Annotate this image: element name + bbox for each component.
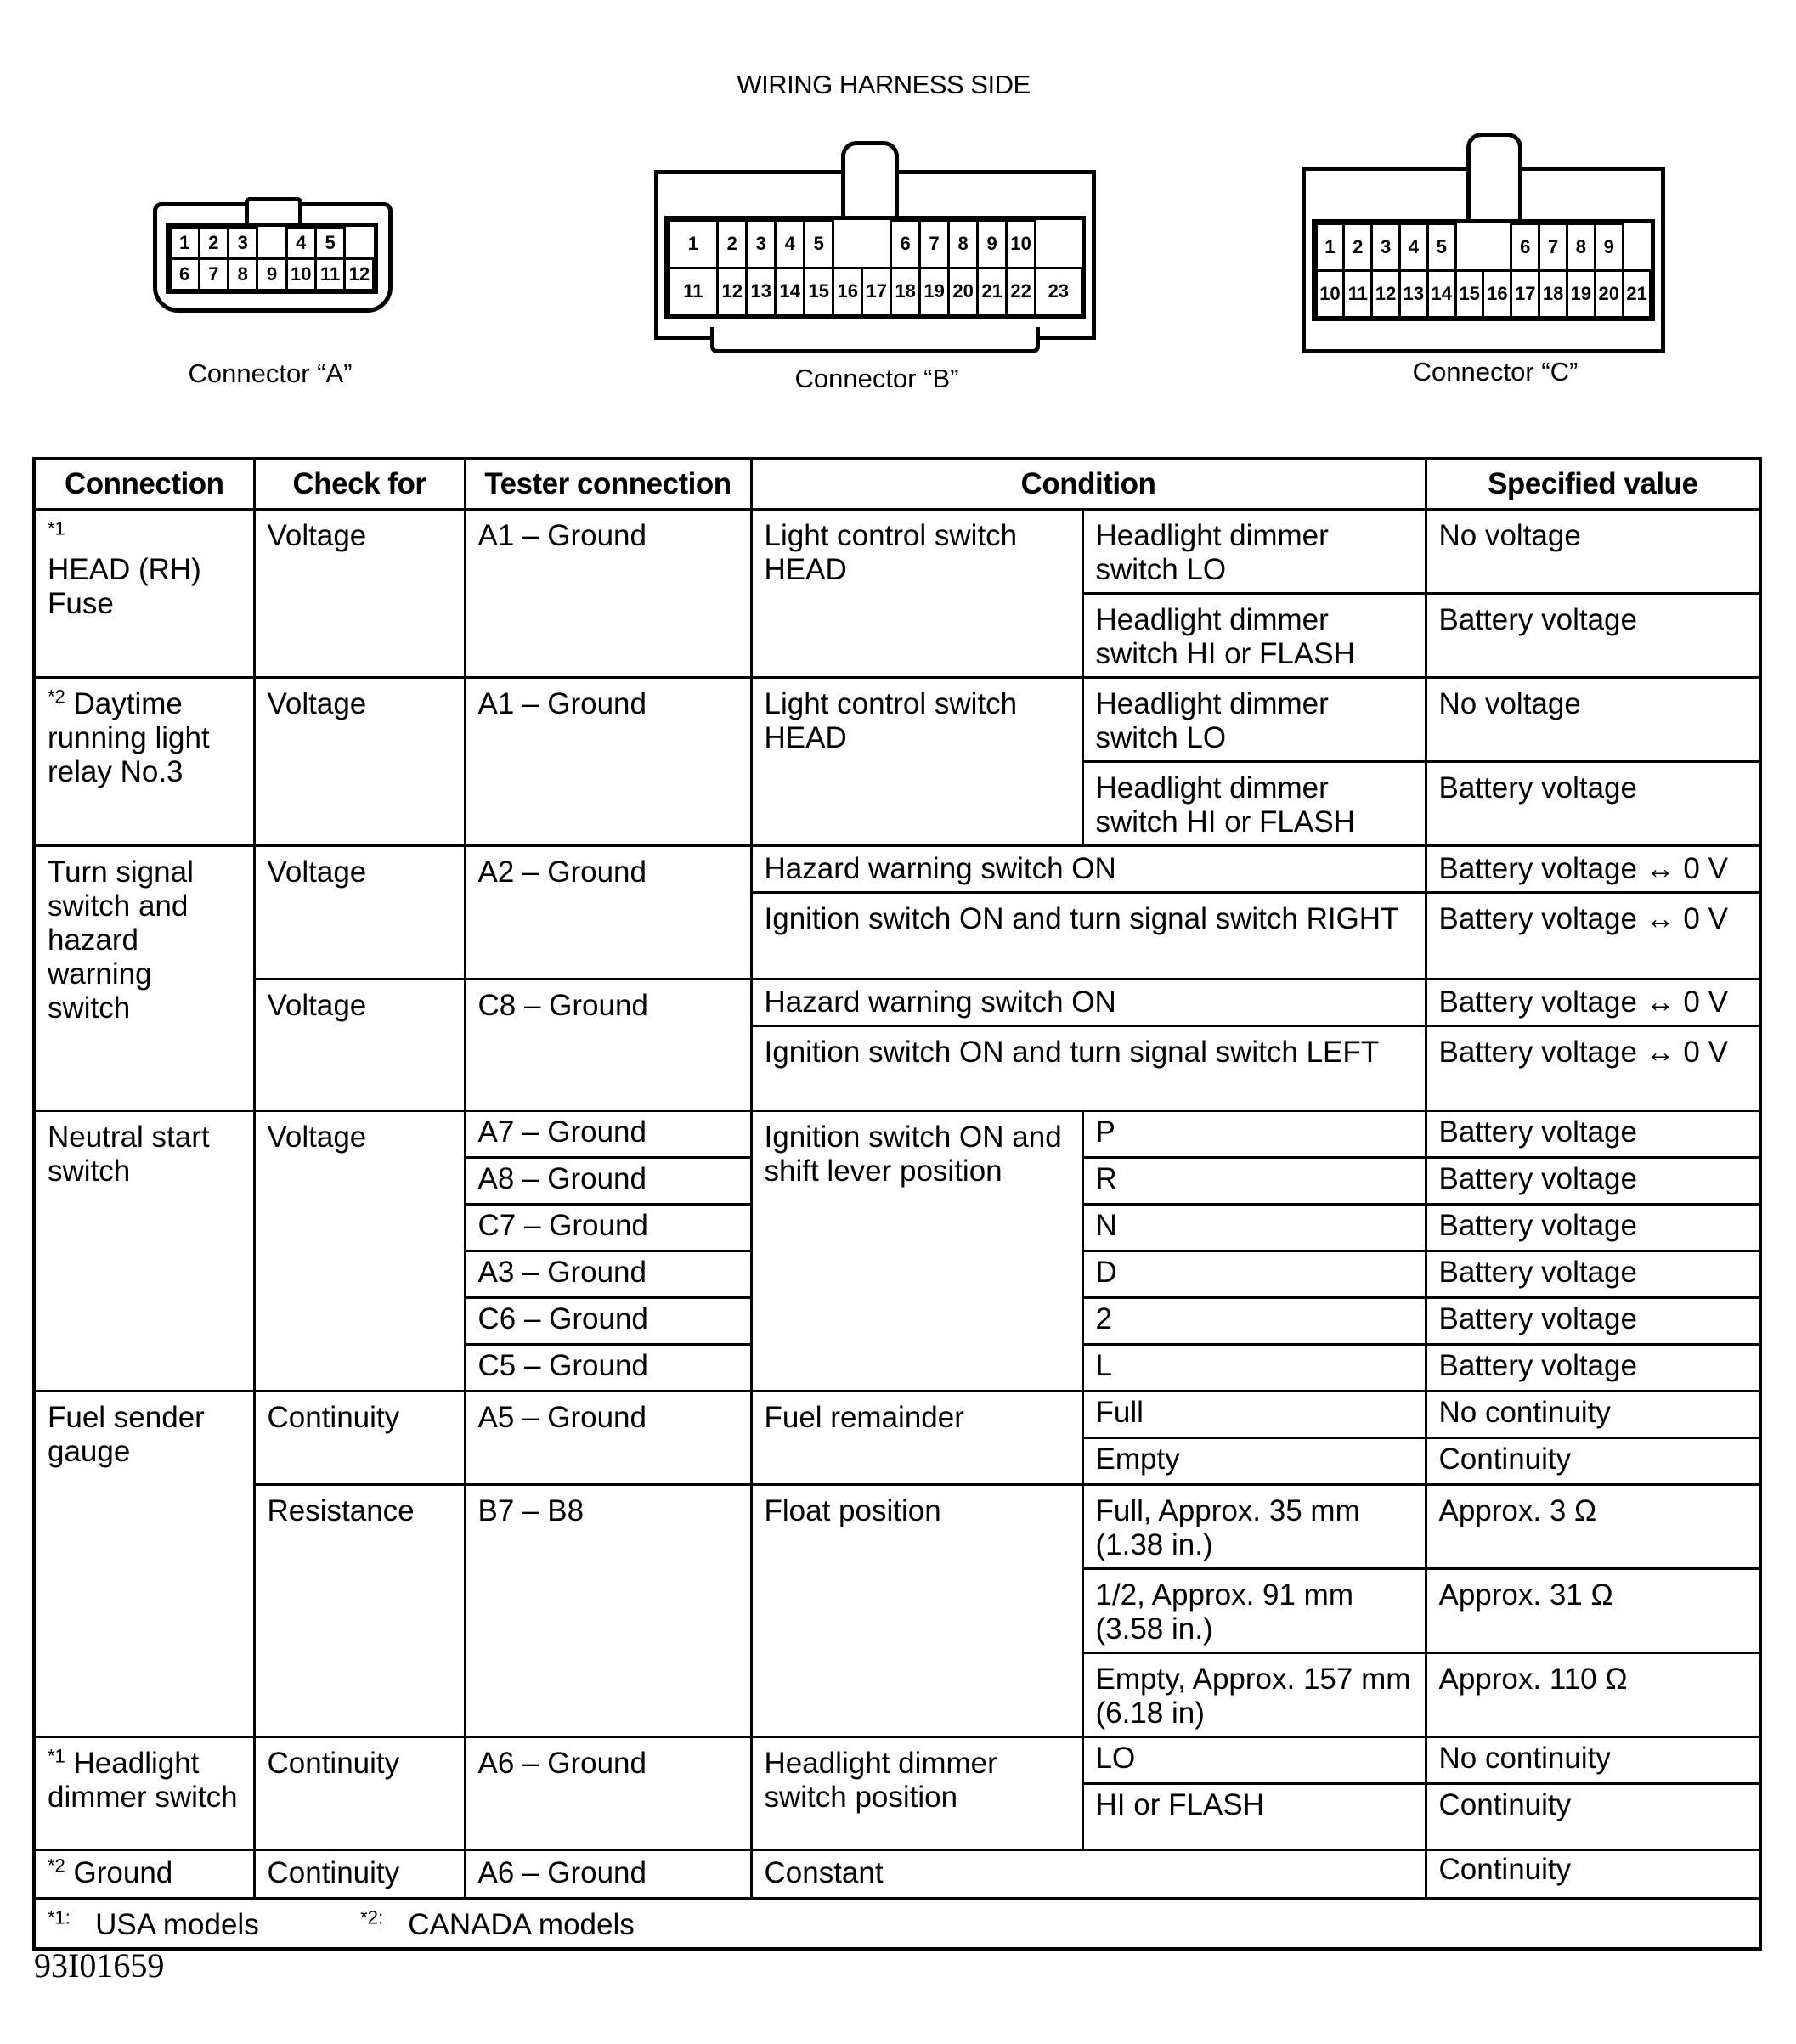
tester-cell: A5 – Ground: [465, 1392, 751, 1485]
subcondition-cell: Full: [1082, 1392, 1426, 1438]
connector-pin: 5: [314, 226, 346, 260]
connector-b-label: Connector “B”: [794, 364, 959, 393]
tester-cell: C6 – Ground: [465, 1298, 751, 1345]
connection-cell: $^{*2}$ Ground: [34, 1850, 254, 1899]
connector-pin: [1034, 219, 1082, 269]
connector-pin: [1622, 223, 1652, 272]
shift-position-cell: R: [1082, 1158, 1426, 1205]
connector-c-label: Connector “C”: [1412, 357, 1579, 387]
connector-pin: 22: [1005, 267, 1036, 317]
table-row: [34, 980, 1760, 1026]
condition-cell: Light control switch HEAD: [751, 678, 1082, 846]
connector-pin: 18: [1538, 269, 1568, 319]
check-cell: Voltage: [254, 510, 465, 678]
subcondition-cell: HI or FLASH: [1082, 1784, 1426, 1850]
footnote-1-text: USA models: [95, 1908, 259, 1941]
tester-cell: A1 – Ground: [465, 510, 751, 678]
value-cell: Battery voltage: [1426, 1158, 1760, 1205]
connector-pin: [1482, 223, 1512, 272]
check-cell: Continuity: [254, 1737, 465, 1850]
table-row: [34, 1485, 1760, 1569]
connector-pin: 11: [314, 257, 346, 291]
connector-pin: 1: [668, 219, 720, 269]
connector-pin: 23: [1034, 267, 1082, 317]
value-cell: No voltage: [1426, 510, 1760, 594]
tester-cell: A1 – Ground: [465, 678, 751, 846]
col-check-for: Check for: [254, 459, 465, 510]
subcondition-cell: Headlight dimmer switch LO: [1082, 510, 1426, 594]
tester-cell: C8 – Ground: [465, 980, 751, 1111]
connector-pin: 17: [1510, 269, 1540, 319]
subcondition-cell: Full, Approx. 35 mm (1.38 in.): [1082, 1485, 1426, 1569]
shift-position-cell: 2: [1082, 1298, 1426, 1345]
connector-pin: 11: [668, 267, 720, 317]
connector-pin: 7: [1538, 223, 1568, 272]
col-connection: Connection: [34, 459, 254, 510]
tester-cell: C5 – Ground: [465, 1345, 751, 1392]
value-cell: Battery voltage: [1426, 1251, 1760, 1298]
connector-c-pins: [1312, 219, 1655, 321]
connector-pin: 9: [976, 219, 1008, 269]
connector-pin: 17: [861, 267, 892, 317]
connector-a-label: Connector “A”: [188, 359, 353, 388]
connector-pin: 16: [832, 267, 863, 317]
connector-pin: 21: [976, 267, 1008, 317]
value-cell: Approx. 3 Ω: [1426, 1485, 1760, 1569]
connector-pin: 19: [918, 267, 950, 317]
connector-pin: 11: [1342, 269, 1373, 319]
connector-pin: 4: [285, 226, 317, 260]
subcondition-cell: Headlight dimmer switch HI or FLASH: [1082, 762, 1426, 846]
connector-pin: 9: [256, 257, 287, 291]
condition-cell: Constant: [751, 1850, 1426, 1899]
subcondition-cell: Empty: [1082, 1438, 1426, 1485]
table-row: [34, 510, 1760, 594]
check-cell: Voltage: [254, 678, 465, 846]
connector-pin: 6: [1510, 223, 1540, 272]
connector-pin: 3: [1370, 223, 1401, 272]
value-cell: No voltage: [1426, 678, 1760, 762]
connection-cell: $^{*1}$ Headlight dimmer switch: [34, 1737, 254, 1850]
connection-cell: $^{*1}$ HEAD (RH) Fuse: [34, 510, 254, 678]
condition-cell: Float position: [751, 1485, 1082, 1737]
connector-a-pins: [166, 223, 378, 294]
table-row: [34, 678, 1760, 762]
value-cell: Battery voltage: [1426, 762, 1760, 846]
connector-pin: 8: [947, 219, 979, 269]
subcondition-cell: Empty, Approx. 157 mm (6.18 in): [1082, 1653, 1426, 1737]
connector-pin: 1: [1315, 223, 1346, 272]
connector-pin: 7: [918, 219, 950, 269]
condition-cell: Headlight dimmer switch position: [751, 1737, 1082, 1850]
connector-pin: 13: [1398, 269, 1429, 319]
connector-pin: 20: [1594, 269, 1624, 319]
tester-cell: A7 – Ground: [465, 1111, 751, 1158]
tester-cell: A2 – Ground: [465, 846, 751, 980]
connection-cell: Turn signal switch and hazard warning switch: [34, 846, 254, 1111]
condition-cell: Fuel remainder: [751, 1392, 1082, 1485]
value-cell: Continuity: [1426, 1850, 1760, 1899]
connector-pin: [1454, 223, 1485, 272]
connection-cell: $^{*2}$ Daytime running light relay No.3: [34, 678, 254, 846]
connector-pin: 16: [1482, 269, 1512, 319]
check-cell: Voltage: [254, 980, 465, 1111]
connector-pin: 4: [774, 219, 805, 269]
connector-pin: 14: [774, 267, 805, 317]
value-cell: Battery voltage: [1426, 594, 1760, 678]
connector-pin: 6: [169, 257, 200, 291]
connector-pin: 10: [1315, 269, 1346, 319]
inspection-table: [32, 457, 1762, 1951]
value-cell: Battery voltage: [1426, 1298, 1760, 1345]
value-cell: Battery voltage: [1426, 1345, 1760, 1392]
tester-cell: A8 – Ground: [465, 1158, 751, 1205]
value-cell: Battery voltage: [1426, 1111, 1760, 1158]
subcondition-cell: 1/2, Approx. 91 mm (3.58 in.): [1082, 1569, 1426, 1653]
subcondition-cell: Headlight dimmer switch LO: [1082, 678, 1426, 762]
connector-pin: 12: [343, 257, 375, 291]
value-cell: Battery voltage: [1426, 1205, 1760, 1251]
value-cell: Continuity: [1426, 1438, 1760, 1485]
connector-pin: 12: [1370, 269, 1401, 319]
connector-pin: 10: [285, 257, 317, 291]
connector-pin: 13: [745, 267, 777, 317]
connection-cell: Fuel sender gauge: [34, 1392, 254, 1737]
check-cell: Continuity: [254, 1850, 465, 1899]
connector-b-pins: [664, 216, 1086, 319]
table-row: [34, 1392, 1760, 1438]
connector-pin: 21: [1622, 269, 1652, 319]
connector-pin: 18: [890, 267, 921, 317]
condition-cell: Hazard warning switch ON: [751, 846, 1426, 893]
connector-pin: 8: [227, 257, 258, 291]
connector-pin: 9: [1594, 223, 1624, 272]
table-row: [34, 1850, 1760, 1899]
table-row: [34, 846, 1760, 893]
connector-pin: 3: [227, 226, 258, 260]
tester-cell: B7 – B8: [465, 1485, 751, 1737]
connector-pin: 19: [1566, 269, 1596, 319]
connector-pin: 14: [1426, 269, 1457, 319]
value-cell: Battery voltage ↔ 0 V: [1426, 893, 1760, 980]
subcondition-cell: Headlight dimmer switch HI or FLASH: [1082, 594, 1426, 678]
connector-pin: [861, 219, 892, 269]
connection-cell: Neutral start switch: [34, 1111, 254, 1392]
connector-pin: 10: [1005, 219, 1036, 269]
subcondition-cell: LO: [1082, 1737, 1426, 1784]
check-cell: Continuity: [254, 1392, 465, 1485]
tester-cell: A3 – Ground: [465, 1251, 751, 1298]
figure-code: 93I01659: [34, 1946, 165, 1985]
value-cell: Battery voltage ↔ 0 V: [1426, 1026, 1760, 1111]
shift-position-cell: D: [1082, 1251, 1426, 1298]
connector-pin: 2: [1342, 223, 1373, 272]
footnote-1-mark: *1:: [48, 1906, 71, 1928]
tester-cell: A6 – Ground: [465, 1850, 751, 1899]
connector-pin: 2: [716, 219, 748, 269]
condition-cell: Ignition switch ON and turn signal switch RIGHT: [751, 893, 1426, 980]
connector-pin: 8: [1566, 223, 1596, 272]
table-row: [34, 1737, 1760, 1784]
value-cell: No continuity: [1426, 1737, 1760, 1784]
shift-position-cell: L: [1082, 1345, 1426, 1392]
footnote-row: [34, 1899, 1760, 1950]
connector-pin: 2: [198, 226, 229, 260]
condition-cell: Light control switch HEAD: [751, 510, 1082, 678]
col-specified-value: Specified value: [1426, 459, 1760, 510]
value-cell: Approx. 110 Ω: [1426, 1653, 1760, 1737]
shift-position-cell: N: [1082, 1205, 1426, 1251]
check-cell: Voltage: [254, 846, 465, 980]
col-condition: Condition: [751, 459, 1426, 510]
footnote-2-mark: *2:: [360, 1906, 384, 1928]
shift-position-cell: P: [1082, 1111, 1426, 1158]
table-row: [34, 1111, 1760, 1158]
connector-pin: 15: [803, 267, 834, 317]
connector-pin: 12: [716, 267, 748, 317]
wiring-harness-title: WIRING HARNESS SIDE: [737, 70, 1031, 99]
condition-cell: Hazard warning switch ON: [751, 980, 1426, 1026]
connector-pin: 5: [803, 219, 834, 269]
check-cell: Voltage: [254, 1111, 465, 1392]
tester-cell: A6 – Ground: [465, 1737, 751, 1850]
connector-pin: 6: [890, 219, 921, 269]
footnote-2-text: CANADA models: [408, 1908, 635, 1941]
connector-pin: 5: [1426, 223, 1457, 272]
connector-pin: [832, 219, 863, 269]
connector-pin: 20: [947, 267, 979, 317]
condition-cell: Ignition switch ON and shift lever position: [751, 1111, 1082, 1392]
value-cell: Continuity: [1426, 1784, 1760, 1850]
connector-pin: [256, 226, 287, 260]
value-cell: Approx. 31 Ω: [1426, 1569, 1760, 1653]
connector-pin: 15: [1454, 269, 1485, 319]
connector-pin: [343, 226, 375, 260]
connector-pin: 4: [1398, 223, 1429, 272]
connector-pin: 3: [745, 219, 777, 269]
table-header-row: [34, 459, 1760, 510]
value-cell: Battery voltage ↔ 0 V: [1426, 846, 1760, 893]
value-cell: Battery voltage ↔ 0 V: [1426, 980, 1760, 1026]
connector-pin: 1: [169, 226, 200, 260]
tester-cell: C7 – Ground: [465, 1205, 751, 1251]
value-cell: No continuity: [1426, 1392, 1760, 1438]
connector-pin: 7: [198, 257, 229, 291]
check-cell: Resistance: [254, 1485, 465, 1737]
footnotes: [34, 1899, 1760, 1950]
col-tester-connection: Tester connection: [465, 459, 751, 510]
condition-cell: Ignition switch ON and turn signal switch LEFT: [751, 1026, 1426, 1111]
